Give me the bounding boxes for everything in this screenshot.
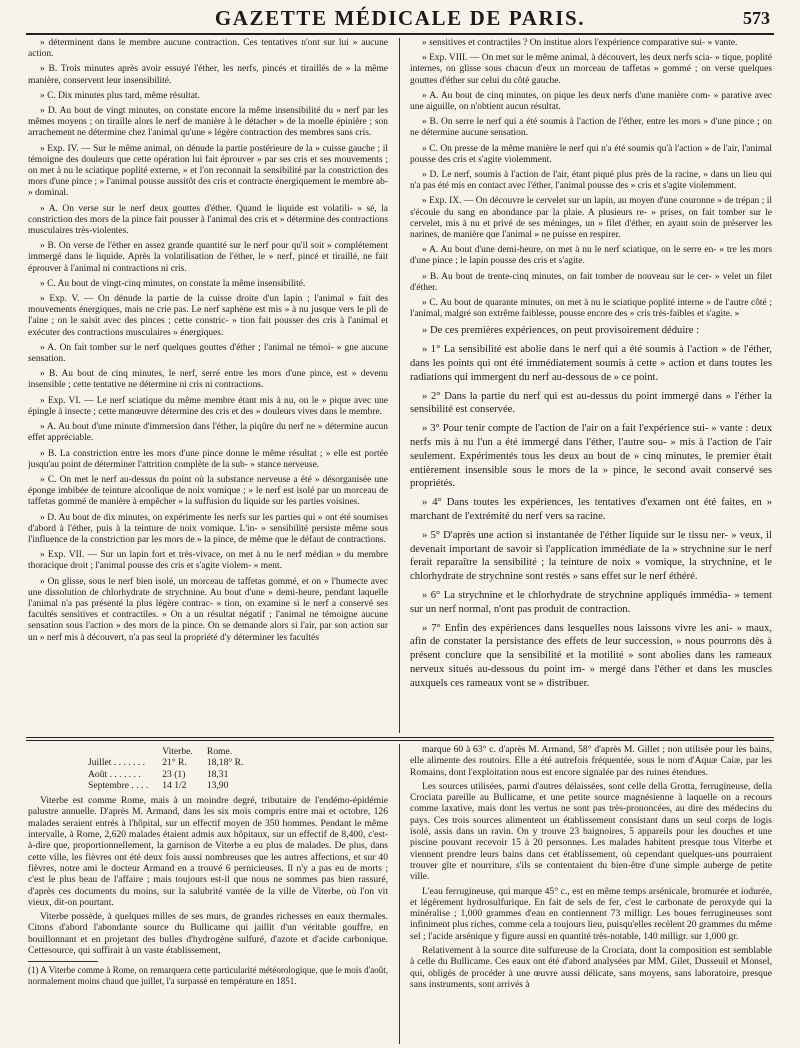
section-rule (26, 737, 774, 738)
left-paragraph: » Exp. IV. — Sur le même animal, on dénude la partie postérieure de la » cuisse gauche ; il témoigne des douleurs que cette opération lui fait éprouver » par ses cris et ses mouvements ; on met à nu le sciatique poplité externe, » et l'on reconnait la sensibilité par la constriction des mors d'une pince ; » l'animal pousse aussitôt des cris et contracte énergiquement le membre ab- » dominal. (28, 143, 388, 199)
running-title: GAZETTE MÉDICALE DE PARIS. (214, 6, 586, 30)
right-paragraph: » sensitives et contractiles ? On institue alors l'expérience comparative sui- » vante. (422, 38, 738, 48)
lower-left-paragraph: Viterbe possède, à quelques milles de ses murs, de grandes richesses en eaux thermales. Citons d'abord l'abondante source du Bullicame qui jaillit d'un véritable gouffre, en bouillonnant et en projetant des bulles d'hydrogène sulfuré, d'azote et d'acide carbonique. Cettesource, qui suffirait à un vaste établissement, (28, 911, 388, 957)
left-column (28, 38, 388, 733)
left-paragraph: » B. Trois minutes après avoir essuyé l'éther, les nerfs, pincés et tiraillés de » la même manière, conservent leur insensibilité. (28, 64, 388, 86)
footnote-rule (28, 961, 98, 962)
conclusion-paragraph: » 1° La sensibilité est abolie dans le nerf qui a été soumis à l'action » de l'éther, dans les points qui ont été immédiatement soumis à cette » action et dans toutes les radiations qui immergent du nerf au-dessous de » ce point. (410, 344, 772, 383)
footnote: (1) A Viterbe comme à Rome, on remarquera cette particularité météorologique, que le mois d'août, normalement moins chaud que juillet, l'a surpassé en température en 1851. (28, 965, 388, 986)
conclusion-paragraph: » 2° Dans la partie du nerf qui est au-dessus du point immergé dans » l'éther la sensibilité est conservée. (410, 390, 772, 416)
left-paragraph: » Exp. V. — On dénude la partie de la cuisse droite d'un lapin ; l'animal » fait des mouvements énergiques, mais ne crie pas. Le nerf saphène est mis » à nu jusque vers le pli de l'aine ; on le saisit avec des pinces ; cette constric- » tion fait pousser des cris à l'animal et exécuter des contractions musculaires » énergiques. (28, 294, 388, 338)
left-paragraph: » C. Au bout de vingt-cinq minutes, on constate la même insensibilité. (40, 278, 306, 289)
lower-section (28, 744, 772, 1044)
table-row (88, 757, 257, 768)
table-cell: 13,90 (206, 779, 229, 791)
right-column (410, 38, 772, 733)
left-paragraph: » B. Au bout de cinq minutes, le nerf, serré entre les mors d'une pince, est » devenu insensible ; cette tentative ne détermine ni cris ni contractions. (28, 369, 388, 391)
left-paragraph: » déterminent dans le membre aucune contraction. Ces tentatives n'ont sur lui » aucune action. (28, 38, 388, 60)
temperature-table (88, 746, 257, 791)
left-paragraph: » A. On verse sur le nerf deux gouttes d'éther. Quand le liquide est volatili- » sé, la constriction des mors de la pince fait pousser à l'animal des cris et » détermine des contractions musculaires très-violentes. (28, 203, 388, 237)
right-paragraph: » B. Au bout de trente-cinq minutes, on fait tomber de nouveau sur le cer- » velet un filet d'éther. (410, 271, 772, 293)
right-paragraph: » B. On serre le nerf qui a été soumis à l'action de l'éther, entre les mors » d'une pince ; on ne détermine aucune sensation. (410, 117, 772, 139)
right-paragraph: » Exp. IX. — On découvre le cervelet sur un lapin, au moyen d'une couronne » de trépan ; il s'écoule du sang en abondance par la plaie. A plusieurs re- » prises, on fait tomber sur le cervelet, mis à nu et privé de ses méninges, un » filet d'éther, en ayant soin de préserver les narines, de manière que l'animal » ne puisse en respirer. (410, 196, 772, 241)
lower-right-paragraph: Les sources utilisées, parmi d'autres délaissées, sont celle della Grotta, ferrugineuse, della Crociata pareille au Bullicame, et une petite source magnésienne à laquelle on a recours comme laxative, mais dont les vertus ne sont pas très-prononcées, au dire des médecins du pays. Ces trois sources alimentent un établissement consistant dans un seul corps de logis isolé, assis dans un ravin. On y trouve 23 baignoires, 5 appareils pour les douches et une piscine pouvant recevoir 15 à 20 personnes. Les malades habitent presque tous Viterbe et viennent prendre leurs bains dans cet établissement, où cependant quelques-uns pourraient trouver gîte et nourriture, s'ils se contentaient du bien-être d'une simple auberge de petite ville. (410, 780, 772, 883)
page-header (26, 4, 774, 32)
left-paragraph: » C. Dix minutes plus tard, même résultat. (40, 90, 200, 101)
table-cell: 18,18° R. (206, 757, 244, 769)
table-header-row (88, 746, 257, 757)
right-paragraph: » A. Au bout de cinq minutes, on pique les deux nerfs d'une manière com- » parative avec une aiguille, on n'obtient aucun résultat. (410, 90, 772, 113)
table-cell: 14 1/2 (162, 779, 187, 791)
left-paragraph: » B. La constriction entre les mors d'une pince donne le même résultat ; » elle est portée jusqu'au point de déterminer l'attrition complète de la sub- » stance nerveuse. (28, 448, 388, 470)
lower-right-paragraph: Relativement à la source dite sulfureuse de la Crociata, dont la composition est semblable à celle du Bullicame. Ces eaux ont été d'abord analysées par MM. Gilet, Dusseuil et Monsel, qui, obligés de procéder à une œuvre aussi délicate, sans moyens, sans laboratoire, presque sans instruments, sont arrivés à (410, 945, 772, 990)
table-header: Rome. (206, 746, 233, 757)
table-row (88, 780, 257, 791)
left-paragraph: » C. On met le nerf au-dessus du point où la substance nerveuse a été » désorganisée une éponge imbibée de teinture alcoolique de noix vomique ; » le nerf est isolé par un morceau de taffetas gommé de manière à empêcher » la suffusion du liquide sur les parties voisines. (28, 474, 388, 508)
lower-right-paragraph: marque 60 à 63° c. d'après M. Armand, 58° d'après M. Gillet ; non utilisée pour les bains, elle alimente des routoirs. Elle a été autrefois fréquentée, sous le nom d'Aquæ Caiæ, par les Romains, dont l'exploitation nous est encore signalée par des ruines étendues. (410, 744, 772, 778)
table-header: Viterbe. (162, 746, 193, 757)
upper-section (28, 38, 772, 733)
page-number: 573 (743, 8, 770, 28)
table-cell: 21° R. (162, 757, 187, 769)
conclusion-paragraph: » 3° Pour tenir compte de l'action de l'air on a fait l'expérience sui- » vante : deux nerfs mis à nu l'un a été immergé dans l'éther, l'autre sou- » mis à l'action de l'air seulement. Expérimentés tous les deux au bout de » cinq minutes, le premier était entièrement insensible sous le mors de la » pince, le second avait conservé ses propriétés. (410, 423, 772, 490)
table-header (88, 746, 162, 757)
right-paragraph: » D. Le nerf, soumis à l'action de l'air, étant piqué plus près de la racine, » dans un lieu qui n'a pas été mis en contact avec l'éther, l'animal pousse des » cris et s'agite violemment. (410, 170, 772, 192)
conclusion-paragraph: » 5° D'après une action si instantanée de l'éther liquide sur le tissu ner- » veux, il devenait important de savoir si l'application immédiate de la » strychnine sur le nerf ferait reparaître la sensibilité ; la teinture de noix » vomique, la strychnine, et le chlorhydrate de strychnine sont restés » sans effet sur le nerf éthéré. (410, 529, 772, 583)
right-paragraph: » A. Au bout d'une demi-heure, on met à nu le nerf sciatique, on le serre en- » tre les mors d'une pince ; le lapin pousse des cris et s'agite. (410, 245, 772, 267)
conclusion-paragraph: » 6° La strychnine et le chlorhydrate de strychnine appliqués immédia- » tement sur un nerf normal, n'ont pas produit de contraction. (410, 590, 772, 615)
lower-left-column (28, 744, 388, 1044)
table-cell: Août . . . . . . . (88, 768, 141, 780)
right-paragraph: » C. Au bout de quarante minutes, on met à nu le sciatique poplité interne » de l'autre côté ; l'animal, malgré son extrême faiblesse, pousse encore des » cris très-faibles et s'agite. » (410, 298, 772, 320)
left-paragraph: » A. Au bout d'une minute d'immersion dans l'éther, la piqûre du nerf ne » détermine aucun effet appréciable. (28, 422, 388, 444)
conclusion-paragraph: » 7° Enfin des expériences dans lesquelles nous laissons vivre les ani- » maux, afin de constater la persistance des effets de leur succession, » nous pourrons dès à présent conclure que la sensibilité et la motilité » sont abolies dans les rameaux nerveux situés au-dessous du point im- » mergé dans l'éther et dans les muscles auxquels ces rameaux vont se » distribuer. (410, 622, 772, 689)
table-cell: 18,31 (206, 768, 229, 780)
left-paragraph: » Exp. VI. — Le nerf sciatique du même membre étant mis à nu, on le » pique avec une épingle à insecte ; cette manœuvre détermine des cris et des » douleurs vives dans le membre. (28, 395, 388, 417)
right-paragraph: » Exp. VIII. — On met sur le même animal, à découvert, les deux nerfs scia- » tique, poplité internes, on glisse sous chacun d'eux un morceau de taffetas » gommé ; on verse quelques gouttes d'éther sur celui du côté gauche. (410, 53, 772, 86)
section-rule-double (26, 740, 774, 741)
table-cell: Juillet . . . . . . . (88, 757, 146, 769)
left-paragraph: » D. Au bout de dix minutes, on expérimente les nerfs sur les parties qui » ont été soumises d'abord à l'éther, puis à la teinture de noix vomique. L'in- » sensibilité persiste même sous l'influence de la constriction par les mors de » la pince, de même que le défaut de contractions. (28, 512, 388, 545)
header-rule (26, 33, 774, 35)
table-cell: 23 (1) (162, 768, 186, 780)
conclusion-paragraph: » 4° Dans toutes les expériences, les tentatives d'examen ont été faites, en » marchant de l'extrémité du nerf vers sa racine. (410, 497, 772, 523)
left-paragraph: » On glisse, sous le nerf bien isolé, un morceau de taffetas gommé, et on » l'humecte avec une dissolution de chlorhydrate de strychnine. Au bout d'une » demi-heure, pendant laquelle l'animal n'a pas présenté la plus légère contrac- » tion, on examine si le nerf a conservé ses facultés sensitives et contractiles. » On a un résultat négatif ; l'animal ne témoigne aucune sensation sous l'action » des mors de la pince. On se demande alors si l'air, par son action sur un » nerf mis à découvert, n'a pas seul la propriété d'y déterminer les facultés (28, 576, 388, 643)
left-paragraph: » D. Au bout de vingt minutes, on constate encore la même insensibilité du » nerf par les mêmes moyens ; on tiraille alors le nerf de manière à le détacher » de la moelle épinière ; son arrachement ne détermine chez l'animal qu'une » légère contraction des membres sans cris. (28, 106, 388, 139)
lower-left-paragraph: Viterbe est comme Rome, mais à un moindre degré, tributaire de l'endémo-épidémie palustre annuelle. D'après M. Armand, dans les six mois compris entre mai et octobre, 126 malades seraient entrés à l'hôpital, sur un effectif moyen de 350 hommes. Pendant le même intervalle, à Rome, 2,620 malades étaient admis aux hôpitaux, sur un effectif de 8,400, c'est-à-dire que, proportionnellement, la garnison de Viterbe a eu plus de malades. De plus, dans cette ville, les fièvres ont été deux fois aussi nombreuses que les autres affections, et sur 40 fièvres, notre ami le docteur Armand en a trouvé 6 pernicieuses. Il n'y a pas eu de morts ; c'est le plus beau de l'affaire ; mais toujours est-il que nous ne sommes pas bien rassuré, d'après ces documents du moins, sur la salubrité vantée de la ville de Viterbe, où l'on vit vieux, dit-on pourtant. (28, 795, 388, 908)
left-paragraph: » B. On verse de l'éther en assez grande quantité sur le nerf pour qu'il soit » complétement immergé dans le liquide. Après la volatilisation de l'éther, le » nerf, pincé et tiraillé, ne fait éprouver à l'animal ni contractions ni cris. (28, 241, 388, 274)
table-row (88, 769, 257, 780)
lower-right-paragraph: L'eau ferrugineuse, qui marque 45° c., est en même temps arsénicale, bromurée et iodurée, et légèrement hydrosulfurique. En fait de sels de fer, c'est le carbonate de peroxyde qui la minéralise ; 1,000 grammes d'eau en contiennent 73 milligr. Les boues ferrugineuses sont infiniment plus riches, comme cela a toujours lieu, puisqu'elles recèlent 20 grammes du même sel ; l'acide arsénique y figure aussi en quantité très-notable, 140 milligr. sur 1,000 gr. (410, 885, 772, 942)
column-divider (399, 38, 400, 733)
lower-right-column (410, 744, 772, 1044)
right-paragraph: » C. On presse de la même manière le nerf qui n'a été soumis qu'à l'action » de l'air, l'animal pousse des cris et s'agite violemment. (410, 143, 772, 165)
left-paragraph: » A. On fait tomber sur le nerf quelques gouttes d'éther ; l'animal ne témoi- » gne aucune sensation. (28, 342, 388, 365)
table-cell: Septembre . . . . (88, 779, 149, 791)
left-paragraph: » Exp. VII. — Sur un lapin fort et très-vivace, on met à nu le nerf médian » du membre thoracique droit ; l'animal pousse des cris et s'agite violem- » ment. (28, 550, 388, 572)
lower-column-divider (399, 744, 400, 1044)
conclusion-paragraph: » De ces premières expériences, on peut provisoirement déduire : (422, 325, 700, 337)
